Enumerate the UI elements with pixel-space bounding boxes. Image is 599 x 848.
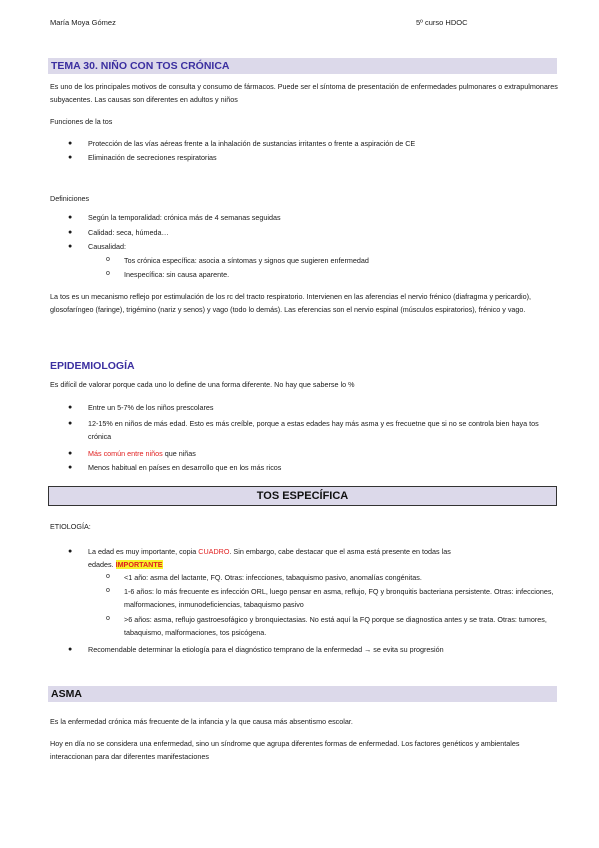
reflejo-paragraph: La tos es un mecanismo reflejo por estimulación de los rc del tracto respiratorio. Intervienen en las aferencias el nervio frénico (diafragma y pericardio), glosofaríngeo (faringe), trigémino (nariz y senos) y vago (todo lo demás). Las eferencias son el nervio espinal (músculos espiratorios), frénico y vago.: [50, 292, 531, 314]
funciones-label: Funciones de la tos: [50, 117, 113, 126]
sex-highlight: Más común entre niños: [88, 449, 163, 458]
bullet-icon: ●: [68, 464, 73, 471]
funciones-item: Protección de las vías aéreas frente a la inhalación de sustancias irritantes o frente a aspiración de CE: [88, 139, 416, 148]
bullet-icon: ●: [68, 214, 73, 221]
recomendable-item: Recomendable determinar la etiología para el diagnóstico temprano de la enfermedad → se evita su progresión: [88, 645, 444, 654]
bullet-icon: ●: [68, 420, 73, 427]
definiciones-item: Calidad: seca, húmeda…: [88, 228, 169, 237]
asma-heading: ASMA: [51, 688, 82, 700]
bullet-icon: ●: [68, 450, 73, 457]
asma-paragraph-2: Hoy en día no se considera una enfermedad, sino un síndrome que agrupa diferentes formas de enfermedad. Los factores genéticos y ambientales interaccionan para dar diferentes manifestaciones: [50, 739, 520, 761]
sub-bullet-icon: o: [106, 270, 110, 277]
definiciones-item: Causalidad:: [88, 242, 126, 251]
sex-rest: que niñas: [162, 449, 196, 458]
epidemiologia-item: Menos habitual en países en desarrollo que en los más ricos: [88, 463, 282, 472]
edad-text-3: edades.: [88, 560, 116, 569]
title-band: [48, 58, 557, 74]
epidemiologia-item: Entre un 5-7% de los niños prescolares: [88, 403, 214, 412]
definiciones-item: Según la temporalidad: crónica más de 4 semanas seguidas: [88, 213, 281, 222]
epidemiologia-heading: EPIDEMIOLOGÍA: [50, 360, 135, 372]
definiciones-sub-item: Inespecífica: sin causa aparente.: [124, 270, 230, 279]
header-author: María Moya Gómez: [50, 18, 116, 27]
edad-text: La edad es muy importante, copia: [88, 547, 199, 556]
edad-sub-item: <1 año: asma del lactante, FQ. Otras: infecciones, tabaquismo pasivo, anomalías congénitas.: [124, 573, 422, 582]
sub-bullet-icon: o: [106, 615, 110, 622]
page-title: TEMA 30. NIÑO CON TOS CRÓNICA: [51, 60, 230, 72]
edad-text-2: . Sin embargo, cabe destacar que el asma está presente en todas las: [229, 547, 451, 556]
bullet-icon: ●: [68, 548, 73, 555]
epidemiologia-intro: Es difícil de valorar porque cada uno lo define de una forma diferente. No hay que saberse lo %: [50, 380, 355, 389]
importante-highlight: IMPORTANTE: [115, 560, 163, 569]
etiologia-label: ETIOLOGÍA:: [50, 522, 91, 531]
bullet-icon: ●: [68, 646, 73, 653]
tos-especifica-heading: TOS ESPECÍFICA: [256, 490, 349, 502]
tos-especifica-band: [48, 486, 557, 506]
definiciones-label: Definiciones: [50, 194, 90, 203]
epidemiologia-item-sex: [88, 447, 548, 460]
edad-item-cont: [88, 558, 548, 571]
epidemiologia-item: 12-15% en niños de más edad. Esto es más creíble, porque a estas edades hay más asma y es frecuetne que si no se controla bien haya tos crónica: [88, 419, 539, 441]
header-course: 5º curso HDOC: [416, 18, 468, 27]
bullet-icon: ●: [68, 404, 73, 411]
sub-bullet-icon: o: [106, 573, 110, 580]
intro-paragraph: Es uno de los principales motivos de consulta y consumo de fármacos. Puede ser el síntoma de presentación de enfermedades pulmonares o extrapulmonares subyacentes. Las causas son diferentes en adultos y niños: [50, 82, 558, 104]
bullet-icon: ●: [68, 154, 73, 161]
sub-bullet-icon: o: [106, 256, 110, 263]
definiciones-sub-item: Tos crónica específica: asocia a síntomas y signos que sugieren enfermedad: [124, 256, 369, 265]
asma-paragraph-1: Es la enfermedad crónica más frecuente de la infancia y la que causa más absentismo escolar.: [50, 717, 353, 726]
edad-sub-item: >6 años: asma, reflujo gastroesofágico y bronquiectasias. No está aquí la FQ porque se diagnostica antes y se trata. Otras: tumores, tabaquismo, malformaciones, tos psicógena.: [124, 615, 547, 637]
bullet-icon: ●: [68, 243, 73, 250]
bullet-icon: ●: [68, 140, 73, 147]
bullet-icon: ●: [68, 229, 73, 236]
edad-item: [88, 545, 553, 558]
edad-sub-item: 1-6 años: lo más frecuente es infección ORL, luego pensar en asma, reflujo, FQ y bronquitis bacteriana persistente. Otras: infecciones, malformaciones, inmunodeficiencias, tabaquismo pasivo: [124, 587, 554, 609]
asma-band: [48, 686, 557, 702]
sub-bullet-icon: o: [106, 587, 110, 594]
cuadro-highlight: CUADRO: [198, 547, 230, 556]
funciones-item: Eliminación de secreciones respiratorias: [88, 153, 217, 162]
